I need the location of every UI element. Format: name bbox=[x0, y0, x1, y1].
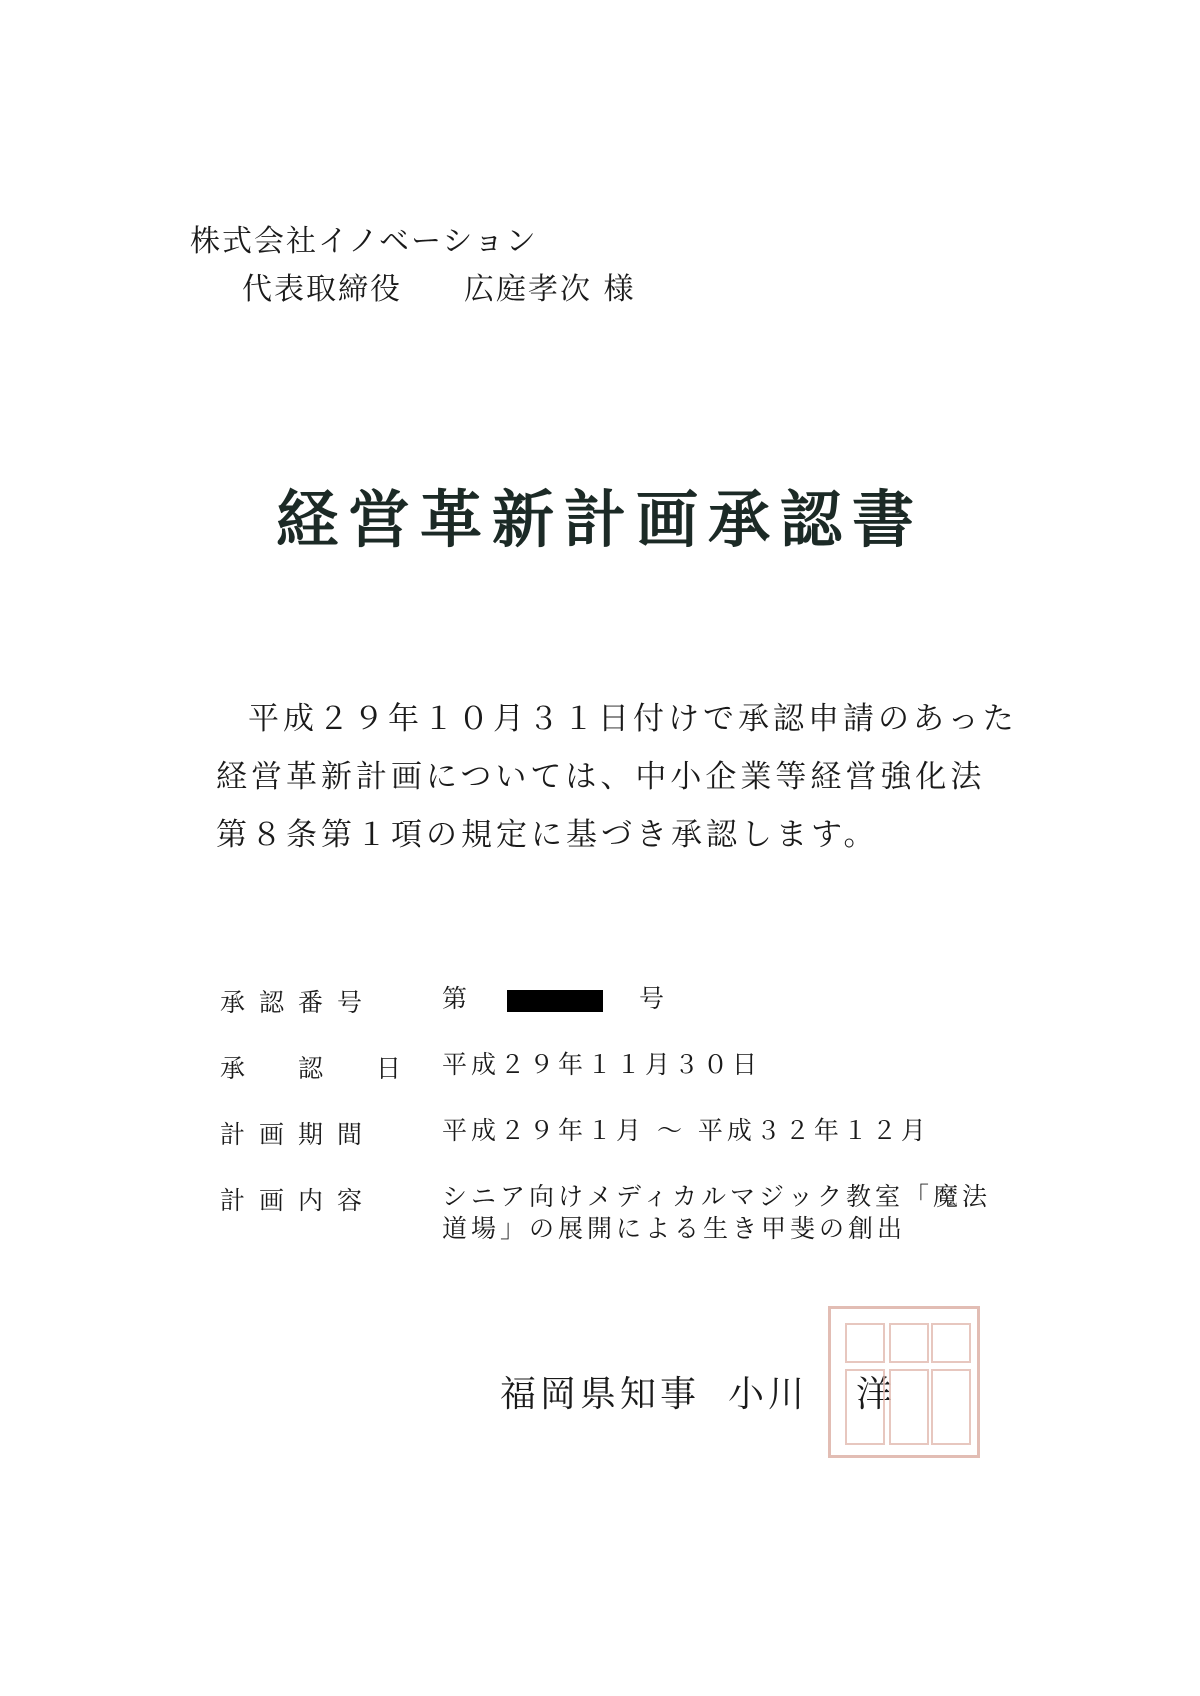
statement-line-2: 経営革新計画については、中小企業等経営強化法 bbox=[216, 759, 986, 795]
seal-glyph bbox=[845, 1323, 885, 1363]
approval-date-value: 平成２９年１１月３０日 bbox=[442, 1050, 762, 1079]
signatory-given-name: 洋 bbox=[856, 1374, 897, 1415]
seal-glyph bbox=[889, 1369, 929, 1445]
signatory-surname: 小川 bbox=[728, 1374, 809, 1415]
approval-statement bbox=[216, 690, 1036, 864]
official-seal-stamp bbox=[828, 1306, 980, 1458]
plan-content-value: シニア向けメディカルマジック教室「魔法道場」の展開による生き甲斐の創出 bbox=[442, 1182, 992, 1243]
addressee-person bbox=[190, 266, 636, 314]
document-title: 経営革新計画承認書 bbox=[275, 483, 924, 556]
addressee-name: 広庭孝次 様 bbox=[464, 272, 636, 307]
statement-line-3: 第８条第１項の規定に基づき承認します。 bbox=[216, 817, 879, 853]
plan-period-value: 平成２９年１月 ～ 平成３２年１２月 bbox=[442, 1116, 930, 1145]
approval-number-label: 承認番号 bbox=[220, 988, 377, 1017]
addressee-title: 代表取締役 bbox=[242, 272, 402, 307]
statement-line-1: 平成２９年１０月３１日付けで承認申請のあった bbox=[248, 701, 1018, 737]
signatory-office: 福岡県知事 bbox=[500, 1374, 701, 1415]
approval-date-label: 承 認 日 bbox=[220, 1054, 416, 1083]
plan-period-label: 計画期間 bbox=[220, 1120, 377, 1149]
approval-number-suffix: 号 bbox=[639, 984, 669, 1013]
seal-glyph bbox=[845, 1369, 885, 1445]
addressee-company: 株式会社イノベーション bbox=[190, 224, 538, 259]
seal-glyph bbox=[931, 1369, 971, 1445]
seal-glyph bbox=[889, 1323, 929, 1363]
addressee-block bbox=[190, 218, 636, 314]
approval-number-prefix: 第 bbox=[442, 984, 472, 1013]
seal-glyph bbox=[931, 1323, 971, 1363]
approval-number-value bbox=[442, 983, 1002, 1015]
redaction-bar bbox=[507, 990, 603, 1012]
plan-content-label: 計画内容 bbox=[220, 1186, 377, 1215]
